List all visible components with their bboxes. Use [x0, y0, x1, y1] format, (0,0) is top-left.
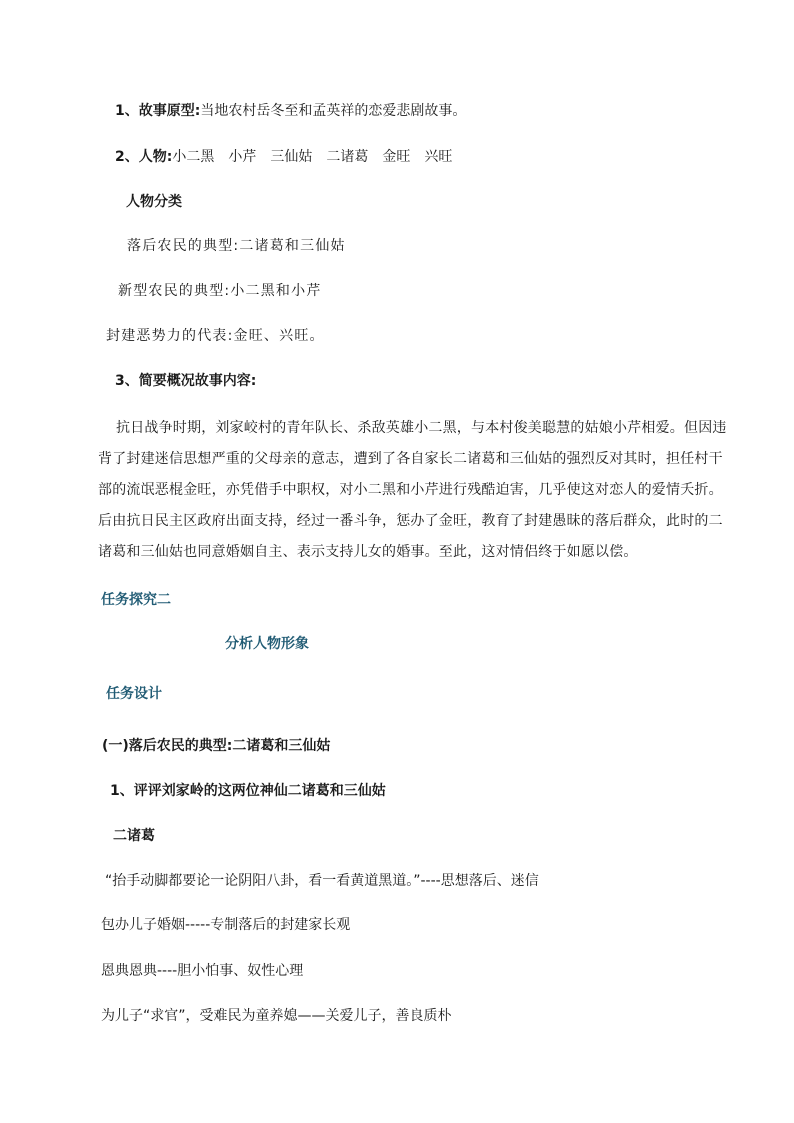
story-source-label: 1、故事原型:	[115, 103, 201, 119]
classification-heading: 人物分类	[126, 194, 182, 210]
erzhuge-heading: 二诸葛	[113, 828, 155, 844]
task-explore-two: 任务探究二	[101, 592, 171, 608]
section-one-heading: (一)落后农民的典型:二诸葛和三仙姑	[102, 738, 331, 754]
characters-label: 2、人物:	[115, 149, 173, 165]
characters-line	[115, 147, 452, 167]
summary-heading: 3、简要概况故事内容:	[115, 373, 257, 389]
marriage-line: 包办儿子婚姻-----专制落后的封建家长观	[101, 917, 351, 933]
quote-line: “抬手动脚都要论一论阴阳八卦，看一看黄道黑道。”----思想落后、迷信	[105, 873, 539, 889]
characters-text: 小二黑 小芹 三仙姑 二诸葛 金旺 兴旺	[172, 149, 453, 165]
story-source-text: 当地农村岳冬至和孟英祥的恋爱悲剧故事。	[200, 103, 467, 119]
task-design: 任务设计	[106, 686, 162, 702]
grace-line: 恩典恩典----胆小怕事、奴性心理	[101, 963, 304, 979]
official-line: 为儿子“求官”，受难民为童养媳——关爱儿子，善良质朴	[101, 1008, 452, 1024]
class-backward: 落后农民的典型:二诸葛和三仙姑	[127, 238, 346, 254]
summary-paragraph: 抗日战争时期，刘家峧村的青年队长、杀敌英雄小二黑，与本村俊美聪慧的姑娘小芹相爱。但因违背了封建迷信思想严重的父母亲的意志，遭到了各自家长二诸葛和三仙姑的强烈反对其时，担任村干部的流氓恶棍金旺，亦凭借手中职权，对小二黑和小芹进行残酷迫害，几乎使这对恋人的爱情夭折。后由抗日民主区政府出面支持，经过一番斗争，惩办了金旺，教育了封建愚昧的落后群众，此时的二诸葛和三仙姑也同意婚姻自主、表示支持儿女的婚事。至此，这对情侣终于如愿以偿。	[98, 420, 727, 560]
question-one: 1、评评刘家岭的这两位神仙二诸葛和三仙姑	[110, 783, 386, 799]
class-feudal: 封建恶势力的代表:金旺、兴旺。	[106, 328, 325, 344]
class-new: 新型农民的典型:小二黑和小芹	[118, 283, 322, 299]
story-source-line	[115, 101, 466, 121]
analyze-title: 分析人物形象	[225, 636, 309, 652]
